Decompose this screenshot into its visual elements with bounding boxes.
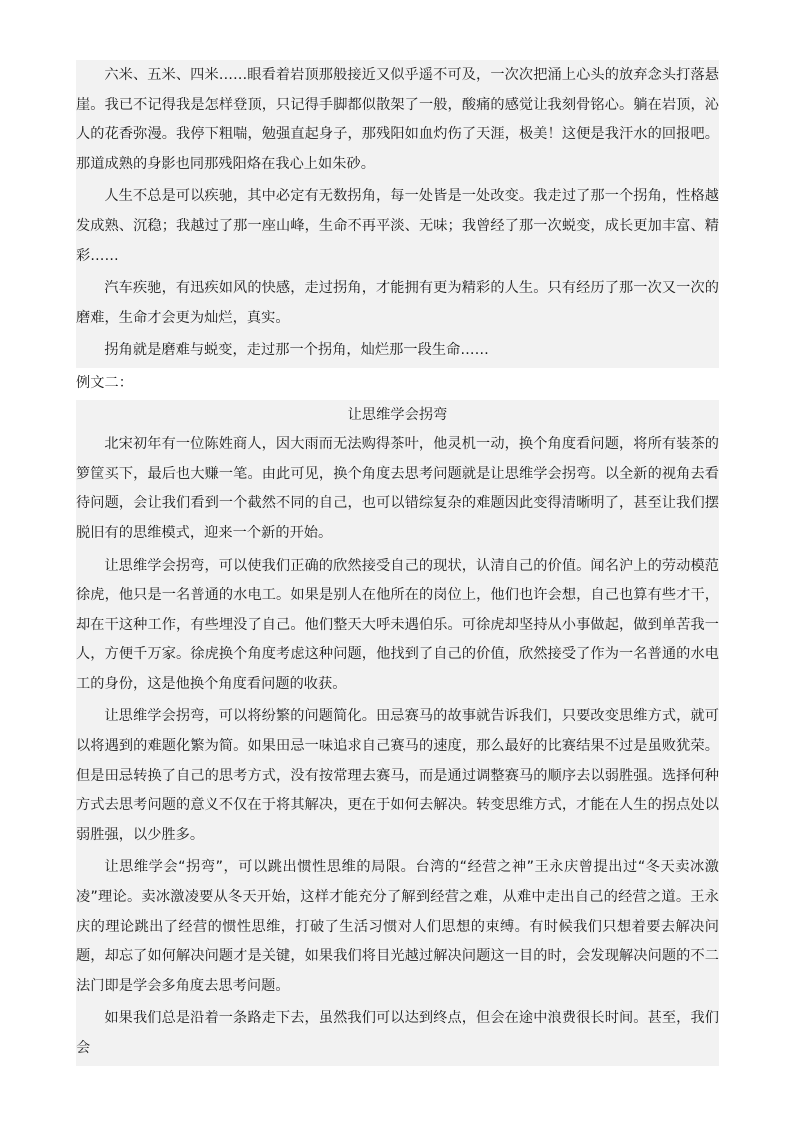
paragraph: 人生不总是可以疾驰，其中必定有无数拐角，每一处皆是一处改变。我走过了那一个拐角，性格越发成熟、沉稳；我越过了那一座山峰，生命不再平淡、无味；我曾经了那一次蜕变，成长更加丰富、精彩…… (76, 188, 719, 264)
paragraph: 如果我们总是沿着一条路走下去，虽然我们可以达到终点，但会在途中浪费很长时间。甚至，我们会 (76, 1010, 719, 1056)
essay-one-continuation (76, 60, 719, 368)
essay-title: 让思维学会拐弯 (347, 406, 448, 423)
paragraph: 北宋初年有一位陈姓商人，因大雨而无法购得茶叶，他灵机一动，换个角度看问题，将所有装茶的箩筐买下，最后也大赚一笔。由此可见，换个角度去思考问题就是让思维学会拐弯。以全新的视角去看待问题，会让我们看到一个截然不同的自己，也可以错综复杂的难题因此变得清晰明了，甚至让我们摆脱旧有的思维模式，迎来一个新的开始。 (76, 436, 719, 541)
paragraph: 让思维学会“拐弯”，可以跳出惯性思维的局限。台湾的“经营之神”王永庆曾提出过“冬天卖冰激凌”理论。卖冰激凌要从冬天开始，这样才能充分了解到经营之难，从难中走出自己的经营之道。王永庆的理论跳出了经营的惯性思维，打破了生活习惯对人们思想的束缚。有时候我们只想着要去解决问题，却忘了如何解决问题才是关键，如果我们将目光越过解决问题这一目的时，会发现解决问题的不二法门即是学会多角度去思考问题。 (76, 859, 719, 994)
paragraph: 让思维学会拐弯，可以使我们正确的欣然接受自己的现状，认清自己的价值。闻名沪上的劳动模范徐虎，他只是一名普通的水电工。如果是别人在他所在的岗位上，他们也许会想，自己也算有些才干，却在干这种工作，有些埋没了自己。他们整天大呼未遇伯乐。可徐虎却坚持从小事做起，做到单苦我一人，方便千万家。徐虎换个角度考虑这种问题，他找到了自己的价值，欣然接受了作为一名普通的水电工的身份，这是他换个角度看问题的收获。 (76, 557, 719, 692)
essay-two (76, 400, 719, 1066)
paragraph: 六米、五米、四米……眼看着岩顶那般接近又似乎遥不可及，一次次把涌上心头的放弃念头打落悬崖。我已不记得我是怎样登顶，只记得手脚都似散架了一般，酸痛的感觉让我刻骨铭心。躺在岩顶，沁人的花香弥漫。我停下粗喘，勉强直起身子，那残阳如血灼伤了天涯，极美！这便是我汗水的回报吧。那道成熟的身影也同那残阳烙在我心上如朱砂。 (76, 67, 719, 172)
paragraph: 拐角就是磨难与蜕变，走过那一个拐角，灿烂那一段生命…… (104, 342, 489, 359)
example-label: 例文二： (76, 374, 133, 391)
document-content (76, 60, 719, 1066)
paragraph: 汽车疾驰，有迅疾如风的快感，走过拐角，才能拥有更为精彩的人生。只有经历了那一次又一次的磨难，生命才会更为灿烂，真实。 (76, 280, 719, 326)
paragraph: 让思维学会拐弯，可以将纷繁的问题简化。田忌赛马的故事就告诉我们，只要改变思维方式，就可以将遇到的难题化繁为简。如果田忌一味追求自己赛马的速度，那么最好的比赛结果不过是虽败犹荣。但是田忌转换了自己的思考方式，没有按常理去赛马，而是通过调整赛马的顺序去以弱胜强。选择何种方式去思考问题的意义不仅在于将其解决，更在于如何去解决。转变思维方式，才能在人生的拐点处以弱胜强，以少胜多。 (76, 708, 719, 843)
